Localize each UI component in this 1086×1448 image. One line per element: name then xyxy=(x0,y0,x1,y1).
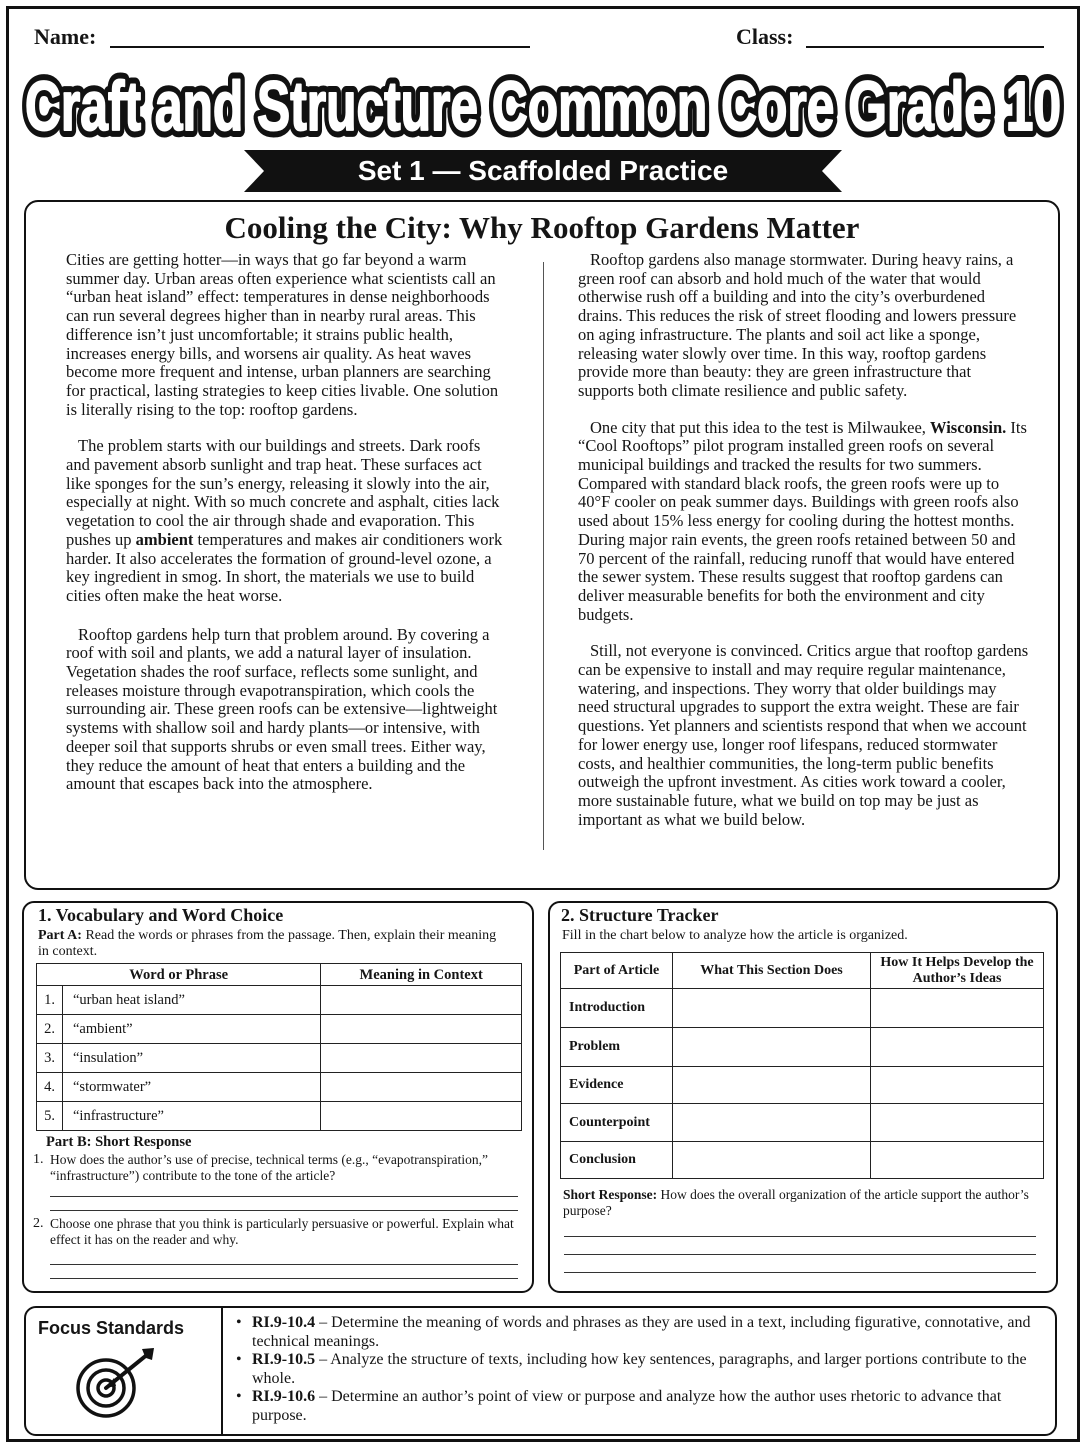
answer-cell[interactable] xyxy=(871,989,1044,1028)
vocab-term: “urban heat island” xyxy=(63,986,321,1015)
question-1-number: 1. xyxy=(33,1152,44,1167)
answer-cell[interactable] xyxy=(871,1104,1044,1142)
table-row xyxy=(37,1102,522,1131)
name-label: Name: xyxy=(34,24,97,49)
vocab-term: “insulation” xyxy=(63,1044,321,1073)
article-paragraph-5: One city that put this idea to the test is Milwaukee, Wisconsin. Its “Cool Rooftops” pilot program installed green roofs on several municipal buildings and tracked the results for two summers. Compared with standard black roofs, the green roofs were up to 40°F cooler on peak summer days. Buildings with green roofs also used about 15% less energy for cooling during the hottest months. During major rain events, the green roofs retained between 50 and 70 percent of the rainfall, reducing runoff that would have entered the sewer system. These results suggest that rooftop gardens can deliver measurable benefits for both the environment and city budgets. xyxy=(578,417,1027,624)
focus-standards-title: Focus Standards xyxy=(38,1318,185,1338)
table-row xyxy=(561,1104,1044,1142)
structure-instructions: Fill in the chart below to analyze how the article is organized. xyxy=(562,928,908,943)
vocab-term: “infrastructure” xyxy=(63,1102,321,1131)
question-1-text: How does the author’s use of precise, technical terms (e.g., “evapotranspiration,” “infrastructure”) contribute to the tone of the article? xyxy=(50,1152,488,1183)
table-row xyxy=(37,1044,522,1073)
row-number: 1. xyxy=(37,986,63,1015)
title-fill: Craft and Structure Common Core Grade 10 xyxy=(25,67,1061,145)
answer-cell[interactable] xyxy=(673,1067,871,1104)
row-label-counterpoint: Counterpoint xyxy=(561,1104,673,1142)
focus-standards-box xyxy=(24,1306,1057,1436)
col-header-meaning: Meaning in Context xyxy=(321,964,522,986)
article-paragraph-2: The problem starts with our buildings and streets. Dark roofs and pavement absorb sunlight and trap heat. These surfaces act like sponges for the sun’s energy, releasing it slowly into the air, especially at night. With so much concrete and asphalt, cities lack vegetation to cool the air through shade and evaporation. This pushes up ambient temperatures and makes air conditioners work harder. It also accelerates the formation of ground-level ozone, a key ingredient in smog. In short, the materials we use to build cities often make the heat worse. xyxy=(66,436,503,605)
meaning-answer-cell[interactable] xyxy=(321,1044,522,1073)
row-number: 3. xyxy=(37,1044,63,1073)
vocabulary-table xyxy=(36,963,522,1131)
article-paragraph-4: Rooftop gardens also manage stormwater. During heavy rains, a green roof can absorb and hold much of the water that would otherwise rush off a building and into the city’s overburdened drains. This reduces the risk of street flooding and lowers pressure on aging infrastructure. The plants and soil act like a sponge, releasing water slowly over time. In this way, rooftop gardens provide more than beauty: they are green infrastructure that supports both climate resilience and public safety. xyxy=(578,250,1017,400)
meaning-answer-cell[interactable] xyxy=(321,1015,522,1044)
answer-line-s1[interactable] xyxy=(564,1236,1036,1237)
article-right-column xyxy=(578,251,1030,847)
standard-item: • RI.9-10.4 – Determine the meaning of words and phrases as they are used in a text, including figurative, connotative, and technical meanings. xyxy=(234,1314,1034,1351)
structure-title: 2. Structure Tracker xyxy=(561,905,719,925)
target-arrow-icon xyxy=(68,1346,164,1422)
col-header-does: What This Section Does xyxy=(673,953,871,989)
answer-line-2a[interactable] xyxy=(50,1264,518,1265)
article-paragraph-1: Cities are getting hotter—in ways that go far beyond a warm summer day. Urban areas often experience what scientists call an “urban heat island” effect: temperatures in dense neighborhoods can run several degrees higher than in nearby rural areas. This difference isn’t just uncomfortable; it strains public health, increases energy bills, and worsens air quality. As heat waves become more frequent and intense, urban planners are searching for practical, lasting strategies to keep cities livable. One solution is literally rising to the top: rooftop gardens. xyxy=(66,250,499,419)
answer-cell[interactable] xyxy=(871,1142,1044,1179)
meaning-answer-cell[interactable] xyxy=(321,986,522,1015)
row-number: 5. xyxy=(37,1102,63,1131)
answer-line-1a[interactable] xyxy=(50,1196,518,1197)
article-paragraph-3: Rooftop gardens help turn that problem around. By covering a roof with soil and plants, we add a natural layer of insulation. Vegetation shades the roof surface, reflects some sunlight, and releases moisture through evapotranspiration, which cools the surrounding air. These green roofs can be extensive—lightweight systems with shallow soil and hardy plants—or intensive, with deeper soil that supports shrubs or even small trees. Either way, they reduce the amount of heat that enters a building and the amount that escapes back into the atmosphere. xyxy=(66,624,498,794)
row-label-evidence: Evidence xyxy=(561,1067,673,1104)
bold-term-wisconsin: Wisconsin. xyxy=(930,417,1007,437)
subtitle-text: Set 1 — Scaffolded Practice xyxy=(357,155,729,186)
table-row xyxy=(561,1067,1044,1104)
vocab-term: “ambient” xyxy=(63,1015,321,1044)
answer-line-s3[interactable] xyxy=(564,1272,1036,1273)
title-outline: Craft and Structure Common Core Grade 10 xyxy=(25,67,1061,145)
answer-cell[interactable] xyxy=(871,1067,1044,1104)
row-number: 4. xyxy=(37,1073,63,1102)
meaning-answer-cell[interactable] xyxy=(321,1102,522,1131)
row-label-introduction: Introduction xyxy=(561,989,673,1028)
article-paragraph-6: Still, not everyone is convinced. Critics argue that rooftop gardens can be expensive to install and may require regular maintenance, watering, and inspections. They worry that older buildings may need structural upgrades to support the extra weight. These are fair questions. Yet planners and scientists respond that when we account for lower energy use, longer roof lifespans, reduced stormwater costs, and healthier communities, the long-term public benefits outweigh the upfront investment. As cities work toward a cooler, more sustainable future, what we build on top may be just as important as what we build below. xyxy=(578,641,1029,829)
col-header-helps: How It Helps Develop the Author’s Ideas xyxy=(871,953,1044,989)
standard-item: • RI.9-10.6 – Determine an author’s point of view or purpose and analyze how the author uses rhetoric to advance that purpose. xyxy=(234,1388,1034,1425)
col-header-part: Part of Article xyxy=(561,953,673,989)
table-row xyxy=(561,1028,1044,1067)
worksheet-title xyxy=(14,62,1072,148)
answer-line-s2[interactable] xyxy=(564,1254,1036,1255)
vocab-term: “stormwater” xyxy=(63,1073,321,1102)
table-row xyxy=(37,986,522,1015)
class-label: Class: xyxy=(736,24,794,49)
class-field[interactable] xyxy=(806,46,1044,48)
answer-line-1b[interactable] xyxy=(50,1210,518,1211)
table-row xyxy=(37,1015,522,1044)
answer-cell[interactable] xyxy=(871,1028,1044,1067)
standards-list xyxy=(234,1314,1034,1426)
answer-line-2b[interactable] xyxy=(50,1278,518,1279)
standard-item: • RI.9-10.5 – Analyze the structure of texts, including how key sentences, paragraphs, and larger portions contribute to the whole. xyxy=(234,1351,1034,1388)
subtitle-banner xyxy=(244,150,842,192)
bold-term-ambient: ambient xyxy=(135,529,194,549)
answer-cell[interactable] xyxy=(673,1142,871,1179)
vocabulary-title: 1. Vocabulary and Word Choice xyxy=(38,905,284,925)
answer-cell[interactable] xyxy=(673,1104,871,1142)
col-header-word: Word or Phrase xyxy=(37,964,321,986)
table-row xyxy=(37,1073,522,1102)
question-2-text: Choose one phrase that you think is particularly persuasive or powerful. Explain what effect it has on the reader and why. xyxy=(50,1216,514,1247)
meaning-answer-cell[interactable] xyxy=(321,1073,522,1102)
table-row xyxy=(561,989,1044,1028)
article-title: Cooling the City: Why Rooftop Gardens Matter xyxy=(224,210,860,245)
answer-cell[interactable] xyxy=(673,1028,871,1067)
row-label-conclusion: Conclusion xyxy=(561,1142,673,1179)
article-left-column xyxy=(66,251,508,812)
part-a-instructions: Part A: Read the words or phrases from the passage. Then, explain their meaning in context. xyxy=(38,928,497,959)
column-divider xyxy=(543,262,544,850)
row-label-problem: Problem xyxy=(561,1028,673,1067)
standards-divider xyxy=(221,1308,223,1434)
answer-cell[interactable] xyxy=(673,989,871,1028)
structure-table xyxy=(560,952,1044,1179)
name-field[interactable] xyxy=(110,46,530,48)
part-b-label: Part B: Short Response xyxy=(46,1134,192,1150)
table-row xyxy=(561,1142,1044,1179)
row-number: 2. xyxy=(37,1015,63,1044)
question-2-number: 2. xyxy=(33,1216,44,1231)
structure-short-response: Short Response: How does the overall organization of the article support the author’s purpose? xyxy=(563,1187,1029,1218)
